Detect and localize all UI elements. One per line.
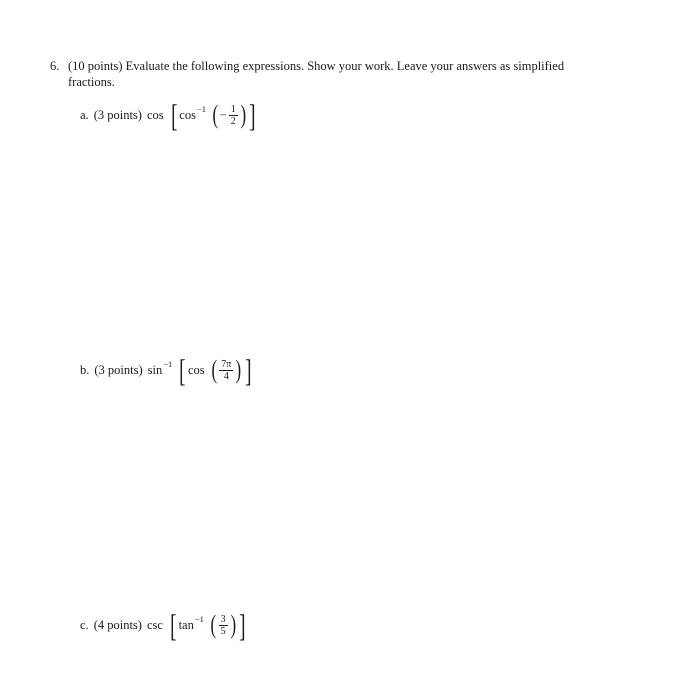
part-a	[80, 99, 258, 131]
part-a-fraction	[229, 104, 238, 127]
part-b-label: b.	[80, 362, 90, 377]
right-bracket: ]	[245, 352, 252, 388]
part-b-inner-function: cos	[187, 362, 205, 377]
part-a-numerator: 1	[230, 103, 236, 115]
part-c-points: (4 points)	[93, 617, 142, 632]
left-bracket: [	[170, 607, 177, 643]
question-6	[50, 58, 650, 90]
right-paren: )	[240, 100, 246, 129]
part-a-sign: −	[219, 107, 227, 122]
part-a-label: a.	[80, 107, 89, 122]
left-paren: (	[212, 100, 219, 129]
part-b-outer-function: sin	[147, 362, 163, 377]
right-paren: )	[230, 610, 236, 639]
part-b-outer-exponent: −1	[163, 359, 173, 369]
left-bracket: [	[179, 352, 186, 388]
left-paren: (	[210, 610, 217, 639]
part-b	[80, 354, 254, 386]
part-b-denominator: 4	[223, 370, 229, 382]
question-line-2: fractions.	[68, 75, 115, 89]
right-bracket: ]	[249, 97, 256, 133]
part-c-numerator: 3	[220, 613, 226, 625]
part-c-denominator: 5	[220, 625, 226, 637]
part-b-points: (3 points)	[94, 362, 143, 377]
left-bracket: [	[170, 97, 178, 133]
part-c-fraction	[219, 614, 228, 637]
part-a-points: (3 points)	[93, 107, 142, 122]
part-a-denominator: 2	[230, 115, 236, 127]
part-c-inner-function: tan	[178, 617, 194, 632]
right-paren: )	[235, 355, 242, 384]
part-c-outer-function: csc	[146, 617, 163, 632]
part-a-inner-exponent: −1	[196, 104, 206, 114]
right-bracket: ]	[239, 607, 246, 643]
question-line-1	[50, 58, 650, 74]
question-instructions: (10 points) Evaluate the following expressions. Show your work. Leave your answers as simplified	[68, 59, 565, 73]
part-a-inner-function: cos	[179, 107, 196, 122]
part-c	[80, 609, 248, 641]
part-c-label: c.	[80, 617, 89, 632]
part-b-numerator: 7π	[221, 358, 232, 370]
part-a-outer-function: cos	[146, 107, 164, 122]
question-number: 6.	[50, 59, 60, 73]
part-c-inner-exponent: −1	[194, 614, 204, 624]
left-paren: (	[211, 355, 217, 384]
part-b-fraction	[219, 359, 233, 382]
